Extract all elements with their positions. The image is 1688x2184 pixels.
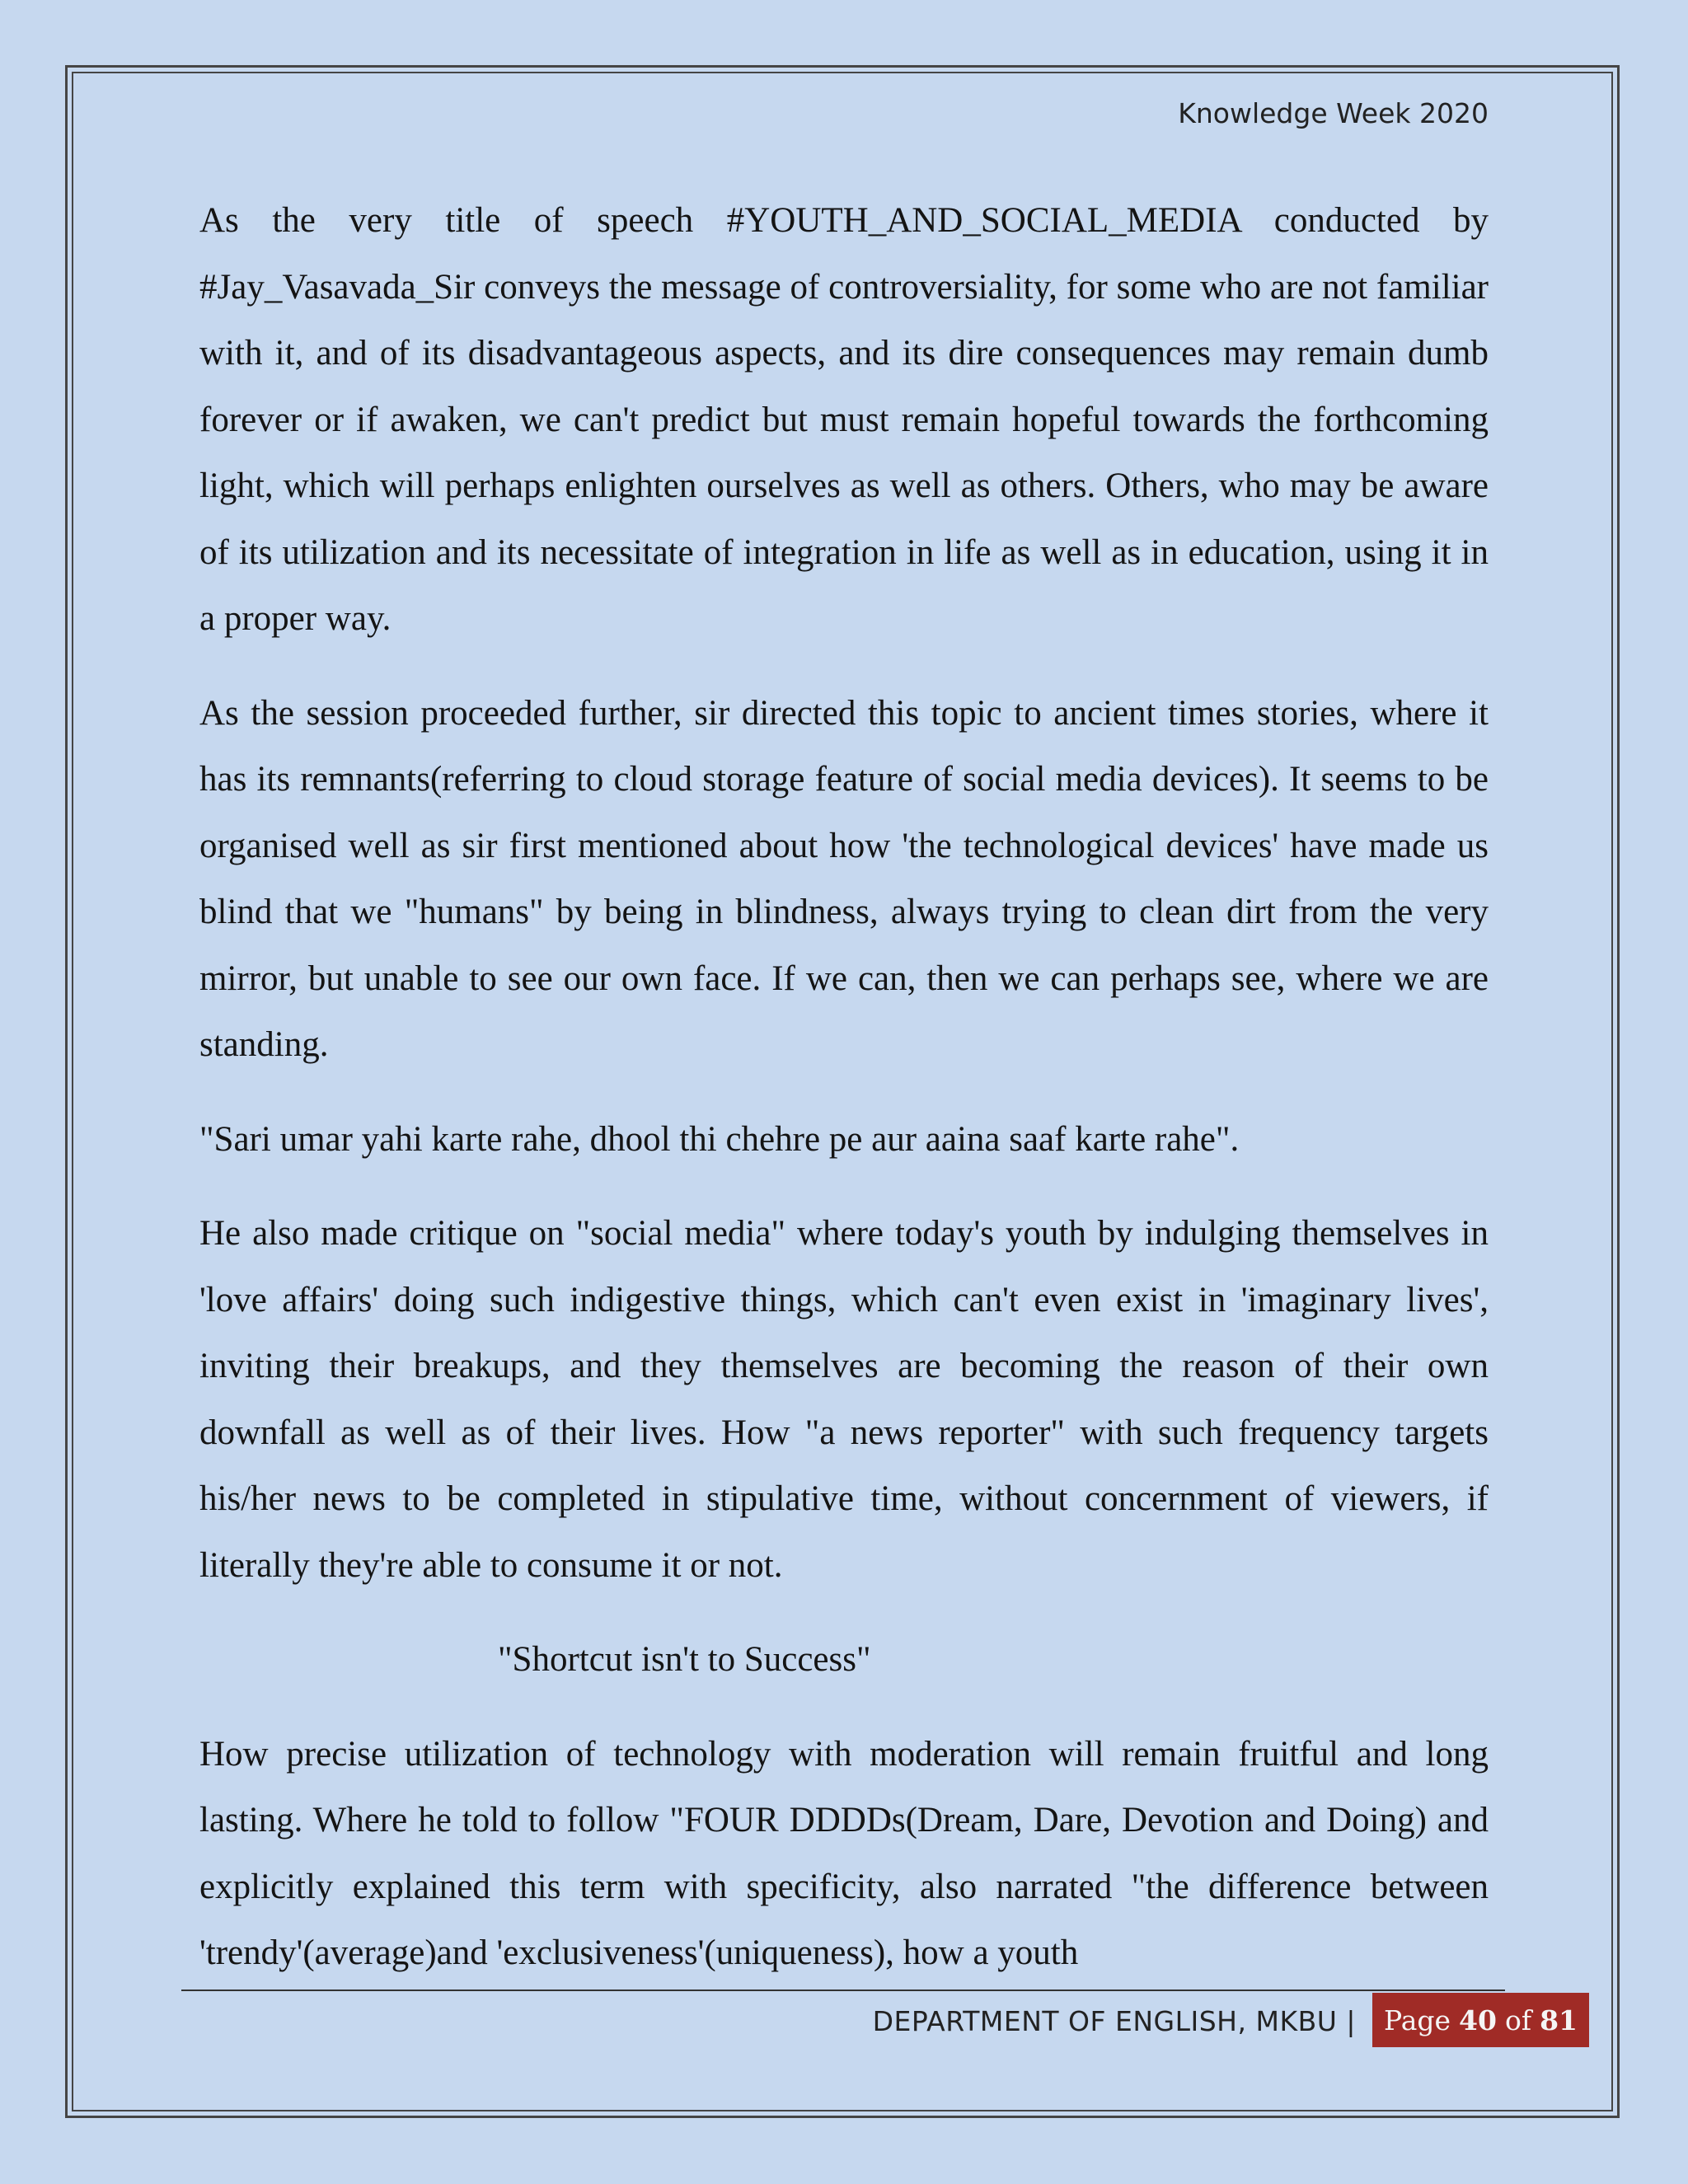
footer-divider (181, 1990, 1505, 1991)
paragraph-shortcut-quote: "Shortcut isn't to Success" (498, 1640, 871, 1679)
document-body (199, 188, 1489, 2015)
paragraph-critique: He also made critique on "social media" where today's youth by indulging themselves in 'love affairs' doing such indigestive things, which can't even exist in 'imaginary lives', inviting their breakups, and they themselves are becoming the reason of their own downfall as well as of their lives. How "a news reporter" with such frequency targets his/her news to be completed in stipulative time, without concernment of viewers, if literally they're able to consume it or not. (199, 1214, 1489, 1585)
of-word: of (1504, 2004, 1532, 2036)
footer-department: DEPARTMENT OF ENGLISH, MKBU | (872, 2005, 1356, 2037)
paragraph-technology: How precise utilization of technology with moderation will remain fruitful and long lasting. Where he told to follow "FOUR DDDDs(Dream, Dare, Devotion and Doing) and explicitly explained this term with specificity, also narrated "the difference between 'trendy'(average)and 'exclusiveness'(uniqueness), how a youth (199, 1734, 1489, 1972)
header-title: Knowledge Week 2020 (1178, 97, 1489, 129)
paragraph-session: As the session proceeded further, sir directed this topic to ancient times stories, where it has its remnants(referring to cloud storage feature of social media devices). It seems to be organised well as sir first mentioned about how 'the technological devices' have made us blind that we "humans" by being in blindness, always trying to clean dirt from the very mirror, but unable to see our own face. If we can, then we can perhaps see, where we are standing. (199, 693, 1489, 1064)
paragraph-couplet-quote: "Sari umar yahi karte rahe, dhool thi chehre pe aur aaina saaf karte rahe". (199, 1119, 1240, 1159)
page-total: 81 (1540, 2004, 1578, 2036)
page-number-badge (1372, 1993, 1589, 2047)
paragraph-intro: As the very title of speech #YOUTH_AND_SOCIAL_MEDIA conducted by #Jay_Vasavada_Sir conveys the message of controversiality, for some who are not familiar with it, and of its disadvantageous aspects, and its dire consequences may remain dumb forever or if awaken, we can't predict but must remain hopeful towards the forthcoming light, which will perhaps enlighten ourselves as well as others. Others, who may be aware of its utilization and its necessitate of integration in life as well as in education, using it in a proper way. (199, 201, 1489, 638)
page-number: 40 (1459, 2004, 1497, 2036)
page-word: Page (1383, 2004, 1451, 2036)
